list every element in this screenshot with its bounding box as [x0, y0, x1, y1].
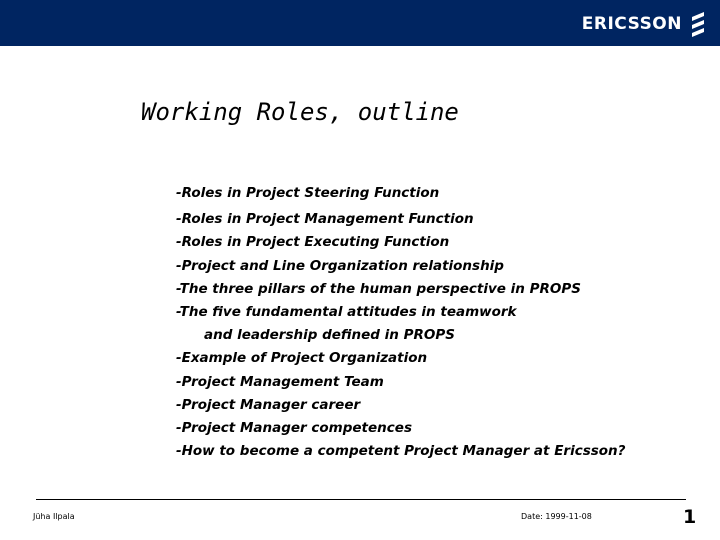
outline-item: -Roles in Project Management Function: [176, 211, 474, 228]
outline-item: -How to become a competent Project Manager at Ericsson?: [176, 443, 626, 460]
outline-item: -Example of Project Organization: [176, 350, 428, 367]
outline-item: -Roles in Project Steering Function: [176, 185, 440, 201]
slide-title: Working Roles, outline: [141, 98, 459, 126]
outline-item: -The three pillars of the human perspective in PROPS: [176, 280, 581, 297]
outline-item: -Project Manager career: [176, 396, 361, 413]
outline-list: [176, 182, 626, 463]
brand-logo: [582, 11, 706, 37]
outline-item: -Project Manager competences: [176, 419, 412, 436]
outline-item-continuation: and leadership defined in PROPS: [204, 327, 455, 344]
header-bar: [0, 0, 720, 46]
brand-name: ERICSSON: [581, 14, 682, 34]
outline-item: -Roles in Project Executing Function: [176, 234, 450, 251]
outline-item: -Project and Line Organization relationship: [176, 257, 504, 274]
outline-item: -Project Management Team: [176, 373, 384, 390]
footer-author: Jüha Ilpala: [33, 512, 75, 521]
ericsson-logo-icon: [690, 11, 706, 37]
footer-date: Date: 1999-11-08: [521, 512, 592, 521]
outline-item: -The five fundamental attitudes in teamwork: [176, 303, 517, 320]
page-number: 1: [683, 506, 697, 528]
footer-divider: [36, 499, 686, 500]
